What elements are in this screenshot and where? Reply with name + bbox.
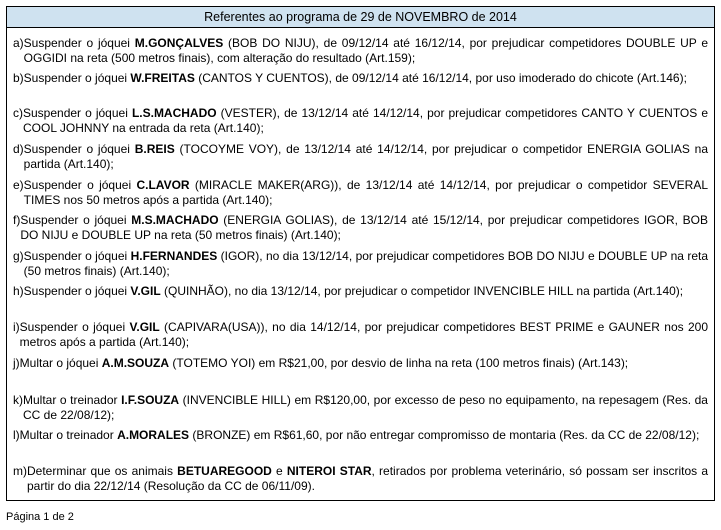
item-marker: k) <box>13 393 23 407</box>
list-item <box>13 393 708 422</box>
header-title: Referentes ao programa de 29 de NOVEMBRO de 2014 <box>204 10 517 24</box>
item-text: Suspender o jóquei V.GIL (CAPIVARA(USA)), no dia 14/12/14, por prejudicar competidores BEST PRIME e GAUNER nos 200 metros após a partida (Art.140); <box>19 320 708 349</box>
item-marker: j) <box>13 356 20 370</box>
list-item <box>13 213 708 242</box>
item-text: Multar o jóquei A.M.SOUZA (TOTEMO YOI) em R$21,00, por desvio de linha na reta (100 metros finais) (Art.143); <box>19 356 629 370</box>
item-marker: g) <box>13 249 24 263</box>
list-item <box>13 71 708 86</box>
item-marker: f) <box>13 213 21 227</box>
item-marker: h) <box>13 284 24 298</box>
list-item <box>13 106 708 135</box>
item-marker: m) <box>13 464 27 478</box>
item-marker: l) <box>13 428 20 442</box>
item-text: Determinar que os animais BETUAREGOOD e NITEROI STAR, retirados por problema veterinário, só possam ser inscritos a partir do dia 22/12/14 (Resolução da CC de 06/11/09). <box>27 464 709 493</box>
item-text: Suspender o jóquei M.S.MACHADO (ENERGIA GOLIAS), de 13/12/14 até 15/12/14, por prejudicar competidores IGOR, BOB DO NIJU e DOUBLE UP na reta (50 metros finais) (Art.140); <box>20 213 709 242</box>
item-marker: c) <box>13 106 23 120</box>
item-marker: b) <box>13 71 24 85</box>
item-text: Suspender o jóquei V.GIL (QUINHÃO), no dia 13/12/14, por prejudicar o competidor INVENCIBLE HILL na partida (Art.140); <box>23 284 684 298</box>
item-marker: e) <box>13 178 24 192</box>
list-item <box>13 428 708 443</box>
item-text: Suspender o jóquei L.S.MACHADO (VESTER), de 13/12/14 até 14/12/14, por prejudicar competidores CANTO Y CUENTOS e COOL JOHNNY na entrada da reta (Art.140); <box>23 106 709 135</box>
list-item <box>13 142 708 171</box>
resolution-table <box>6 6 715 501</box>
item-text: Multar o treinador I.F.SOUZA (INVENCIBLE HILL) em R$120,00, por excesso de peso no equipamento, na repesagem (Res. da CC de 22/08/12); <box>23 393 708 422</box>
item-marker: i) <box>13 320 20 334</box>
list-item <box>13 464 708 493</box>
list-item <box>13 356 708 371</box>
list-item <box>13 178 708 207</box>
list-item <box>13 36 708 65</box>
item-text: Multar o treinador A.MORALES (BRONZE) em R$61,60, por não entregar compromisso de montaria (Res. da CC de 22/08/12); <box>19 428 700 442</box>
page-number: Página 1 de 2 <box>6 511 74 523</box>
item-text: Suspender o jóquei B.REIS (TOCOYME VOY), de 13/12/14 até 14/12/14, por prejudicar o competidor ENERGIA GOLIAS na partida (Art.140); <box>23 142 709 171</box>
item-text: Suspender o jóquei W.FREITAS (CANTOS Y CUENTOS), de 09/12/14 até 16/12/14, por uso imoderado do chicote (Art.146); <box>23 71 687 85</box>
item-marker: a) <box>13 36 24 50</box>
item-marker: d) <box>13 142 24 156</box>
list-item <box>13 320 708 349</box>
table-header <box>7 7 714 28</box>
item-text: Suspender o jóquei H.FERNANDES (IGOR), no dia 13/12/14, por prejudicar competidores BOB DO NIJU e DOUBLE UP na reta (50 metros finais) (Art.140); <box>23 249 708 278</box>
list-item <box>13 284 708 299</box>
item-text: Suspender o jóquei M.GONÇALVES (BOB DO NIJU), de 09/12/14 até 16/12/14, por prejudicar competidores DOUBLE UP e OGGIDI na reta (500 metros finais), com alteração do resultado (Art.159); <box>23 36 709 65</box>
list-item <box>13 249 708 278</box>
item-text: Suspender o jóquei C.LAVOR (MIRACLE MAKER(ARG)), de 13/12/14 até 14/12/14, por prejudicar o competidor SEVERAL TIMES nos 50 metros após a partida (Art.140); <box>23 178 708 207</box>
